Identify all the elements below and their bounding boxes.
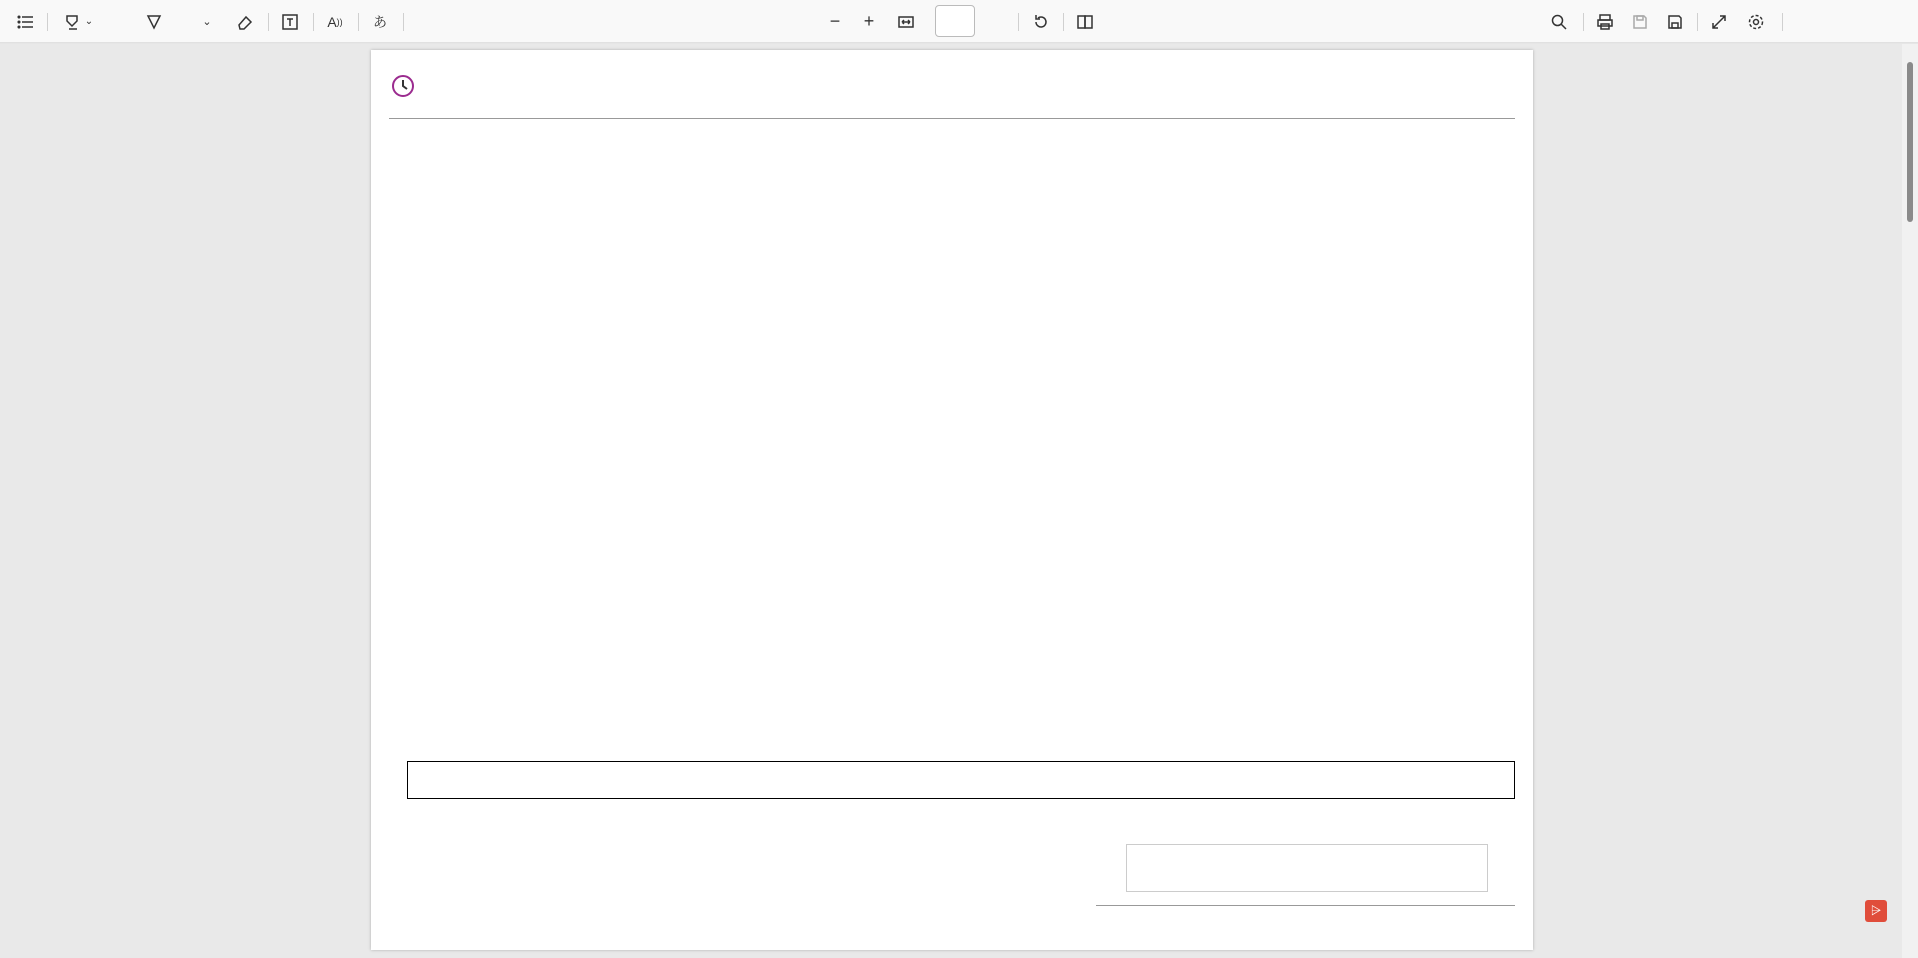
- toolbar-separator: [1063, 13, 1064, 31]
- signature-line: [1096, 905, 1515, 906]
- draw-tool-button[interactable]: [126, 8, 192, 35]
- pdf-page: [371, 50, 1533, 950]
- search-icon[interactable]: [1547, 8, 1571, 35]
- toolbar-separator: [358, 13, 359, 31]
- page-number-input[interactable]: [935, 5, 975, 37]
- highlight-tool-button[interactable]: ⌄: [58, 8, 98, 35]
- save-as-icon[interactable]: [1663, 8, 1687, 35]
- eraser-icon[interactable]: [233, 8, 257, 35]
- contents-icon[interactable]: [14, 8, 38, 35]
- header-divider: [389, 118, 1515, 119]
- toolbar-separator: [1018, 13, 1019, 31]
- save-icon[interactable]: [1628, 8, 1652, 35]
- toolbar-separator: [403, 13, 404, 31]
- settings-gear-icon[interactable]: [1744, 8, 1768, 35]
- toolbar-separator: [313, 13, 314, 31]
- fit-width-icon[interactable]: [894, 8, 918, 35]
- employee-signature-box[interactable]: [1126, 844, 1488, 892]
- edit-with-acrobat-button[interactable]: [1793, 8, 1909, 35]
- ask-copilot-button[interactable]: [414, 8, 504, 35]
- text-box-icon[interactable]: [278, 8, 302, 35]
- rotate-icon[interactable]: [1029, 8, 1053, 35]
- timesync-logo: [391, 74, 423, 98]
- translate-icon[interactable]: あ: [373, 13, 387, 30]
- read-aloud-icon[interactable]: A )): [327, 13, 343, 30]
- draw-dropdown-chevron-icon[interactable]: ⌄: [202, 16, 212, 28]
- pdf-toolbar: [0, 0, 1918, 43]
- acrobat-icon[interactable]: ⩥: [1865, 900, 1887, 922]
- scrollbar-thumb[interactable]: [1907, 62, 1913, 222]
- toolbar-separator: [1583, 13, 1584, 31]
- print-icon[interactable]: [1593, 8, 1617, 35]
- page-view-icon[interactable]: [1073, 8, 1097, 35]
- certification-text: [407, 761, 1515, 799]
- vertical-scrollbar[interactable]: [1902, 44, 1918, 958]
- fullscreen-icon[interactable]: [1707, 8, 1731, 35]
- toolbar-separator: [47, 13, 48, 31]
- zoom-out-icon[interactable]: −: [829, 11, 841, 31]
- page-count: [982, 8, 1006, 35]
- toolbar-separator: [1782, 13, 1783, 31]
- zoom-in-icon[interactable]: +: [863, 11, 875, 31]
- clock-logo-icon: [391, 74, 415, 98]
- toolbar-separator: [268, 13, 269, 31]
- toolbar-separator: [1697, 13, 1698, 31]
